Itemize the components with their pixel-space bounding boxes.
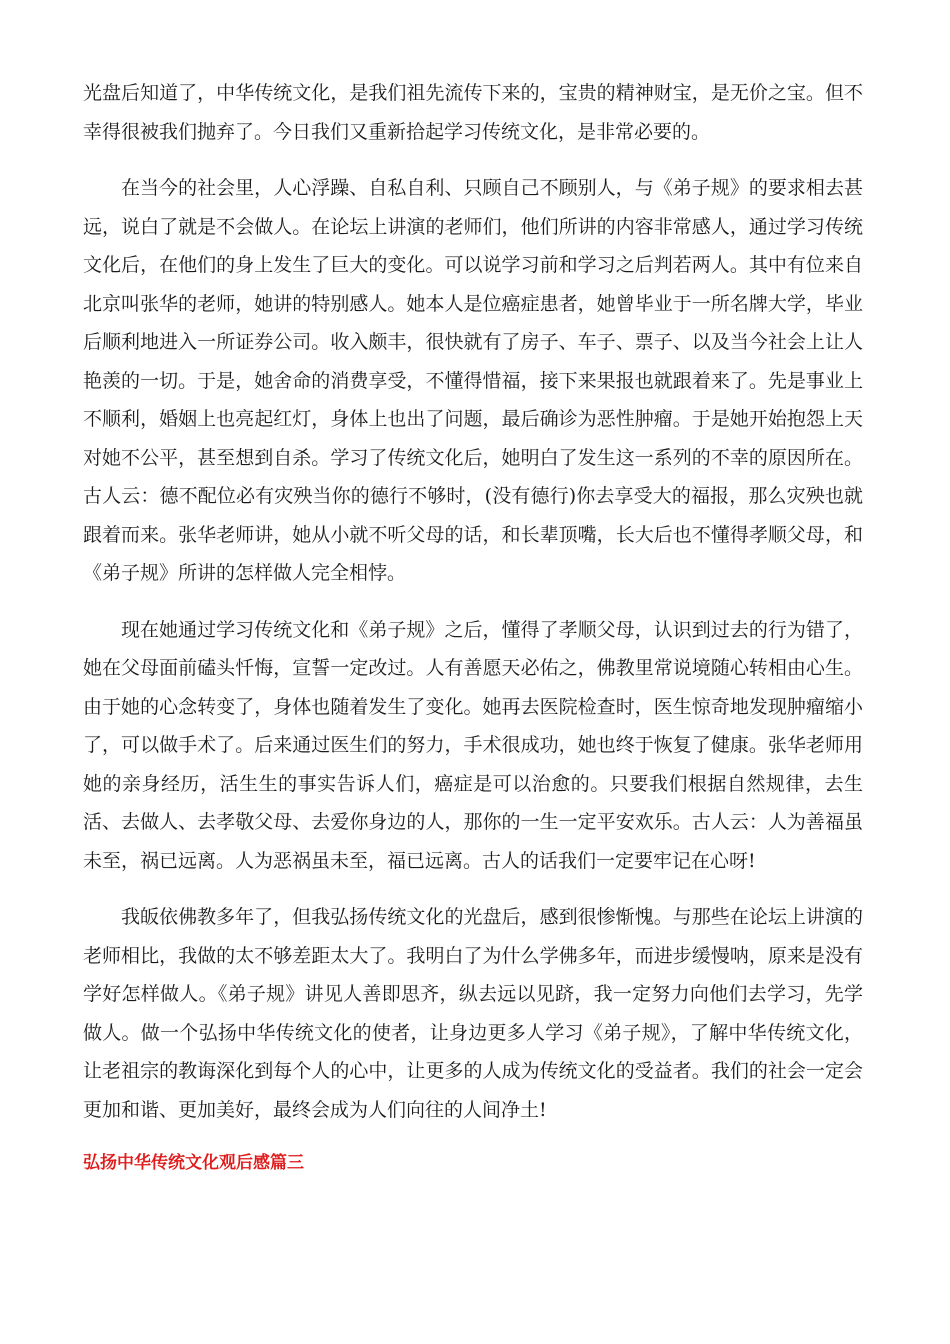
paragraph-modern-society: 在当今的社会里，人心浮躁、自私自利、只顾自己不顾别人，与《弟子规》的要求相去甚远，说白了就是不会做人。在论坛上讲演的老师们，他们所讲的内容非常感人，通过学习传统文化后，在他们的身上发生了巨大的变化。可以说学习前和学习之后判若两人。其中有位来自北京叫张华的老师，她讲的特别感人。她本人是位癌症患者，她曾毕业于一所名牌大学，毕业后顺利地进入一所证券公司。收入颇丰，很快就有了房子、车子、票子、以及当今社会上让人艳羡的一切。于是，她舍命的消费享受，不懂得惜福，接下来果报也就跟着来了。先是事业上不顺利，婚姻上也亮起红灯，身体上也出了问题，最后确诊为恶性肿瘤。于是她开始抱怨上天对她不公平，甚至想到自杀。学习了传统文化后，她明白了发生这一系列的不幸的原因所在。古人云：德不配位必有灾殃当你的德行不够时，(没有德行)你去享受大的福报，那么灾殃也就跟着而来。张华老师讲，她从小就不听父母的话，和长辈顶嘴，长大后也不懂得孝顺父母，和《弟子规》所讲的怎样做人完全相悖。 xyxy=(83,177,863,584)
section-heading: 弘扬中华传统文化观后感篇三 xyxy=(83,1153,304,1173)
paragraph-recovery: 现在她通过学习传统文化和《弟子规》之后，懂得了孝顺父母，认识到过去的行为错了，她在父母面前磕头忏悔，宣誓一定改过。人有善愿天必佑之，佛教里常说境随心转相由心生。由于她的心念转变了，身体也随着发生了变化。她再去医院检查时，医生惊奇地发现肿瘤缩小了，可以做手术了。后来通过医生们的努力，手术很成功，她也终于恢复了健康。张华老师用她的亲身经历，活生生的事实告诉人们，癌症是可以治愈的。只要我们根据自然规律，去生活、去做人、去孝敬父母、去爱你身边的人，那你的一生一定平安欢乐。古人云：人为善福虽未至，祸已远离。人为恶祸虽未至，福已远离。古人的话我们一定要牢记在心呀! xyxy=(83,618,863,872)
paragraph-continuation: 光盘后知道了，中华传统文化，是我们祖先流传下来的，宝贵的精神财宝，是无价之宝。但不幸得很被我们抛弃了。今日我们又重新拾起学习传统文化，是非常必要的。 xyxy=(83,82,863,143)
document-body xyxy=(83,74,863,1179)
paragraph-reflection: 我皈依佛教多年了，但我弘扬传统文化的光盘后，感到很惨惭愧。与那些在论坛上讲演的老师相比，我做的太不够差距太大了。我明白了为什么学佛多年，而进步缓慢呐，原来是没有学好怎样做人。《弟子规》讲见人善即思齐，纵去远以见跻，我一定努力向他们去学习，先学做人。做一个弘扬中华传统文化的使者，让身边更多人学习《弟子规》，了解中华传统文化，让老祖宗的教诲深化到每个人的心中，让更多的人成为传统文化的受益者。我们的社会一定会更加和谐、更加美好，最终会成为人们向往的人间净土! xyxy=(83,906,863,1121)
